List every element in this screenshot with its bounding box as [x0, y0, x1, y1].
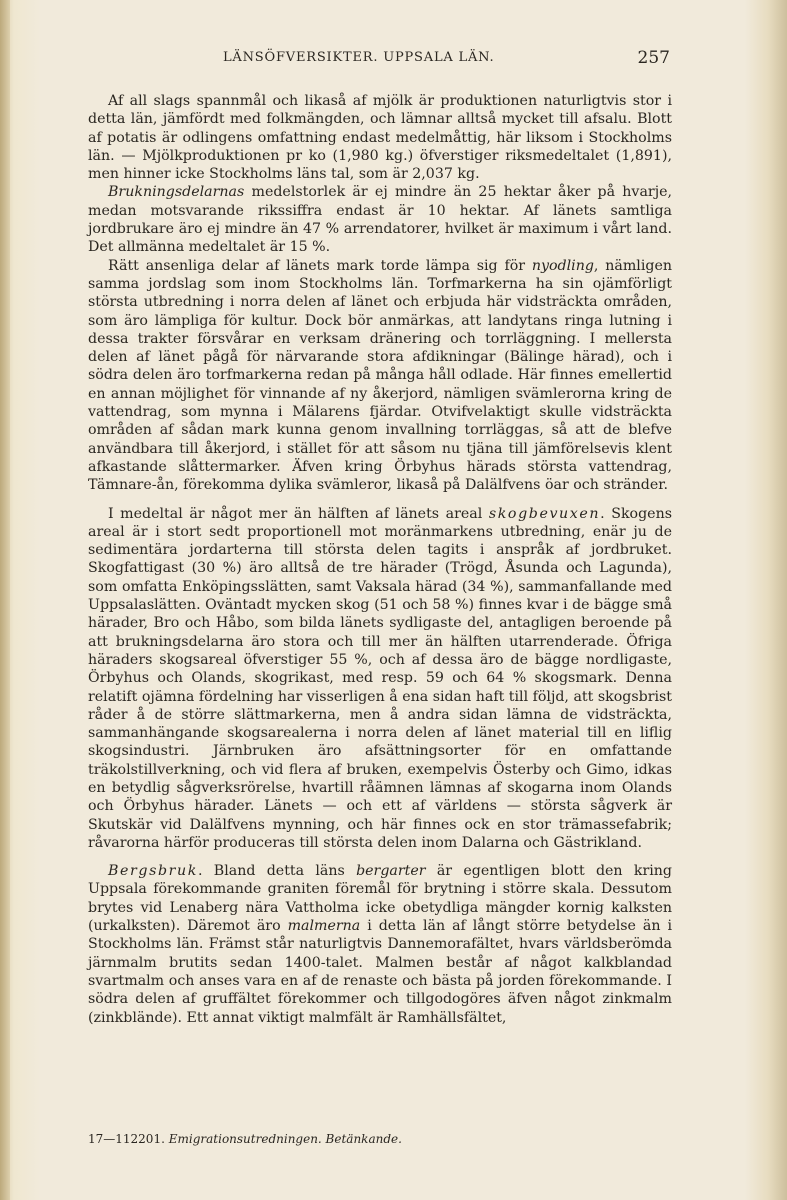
paragraph: [88, 257, 672, 495]
paragraph-text: , nämligen samma jordslag som inom Stockholms län. Torfmarkerna ha sin ojämförligt största utbredning i norra delen af länet och erbjuda här vidsträckta områden, som äro lämpliga för kultur. Dock bör anmärkas, att landytans ringa lutning i dessa trakter försvårar en verksam dränering och torrläggning. I mellersta delen af länet pågå för närvarande stora afdikningar (Bälinge härad), och i södra delen äro torfmarkerna redan på många håll odlade. Här finnes emellertid en annan möjlighet för vinnande af ny åkerjord, nämligen svämlerorna kring de vattendrag, som mynna i Mälarens fjärdar. Otvifvelaktigt skulle vidsträckta områden af sådan mark kunna genom invallning torrläggas, så att de blefve användbara till åkerjord, i stället för att såsom nu tjäna till jämförelsevis klent afkastande slåttermarker. Äfven kring Örbyhus härads största vattendrag, Tämnare-ån, förekomma dylika svämleror, likaså på Dalälfvens öar och stränder.: [88, 257, 672, 494]
paragraph-text: är egentligen blott den kring Uppsala förekommande graniten föremål för brytning i större skala. Dessutom brytes vid Lenaberg nära Vattholma icke obetydliga mängder kornig kalksten (urkalksten). Däremot äro: [88, 863, 672, 935]
body-text: [88, 92, 672, 1027]
emphasized-term: skogbevuxen: [488, 505, 601, 522]
paragraph-text: Rätt ansenliga delar af länets mark torde lämpa sig för: [108, 257, 532, 274]
emphasized-term: nyodling: [531, 257, 594, 274]
page-binding-edge: [0, 0, 10, 1200]
paragraph-text: . Bland detta läns: [197, 863, 357, 880]
print-signature: 17—112201.: [88, 1132, 165, 1146]
paragraph-text: Af all slags spannmål och likaså af mjölk är produktionen naturligtvis stor i detta län, jämfördt med folkmängden, och lämnar alltså mycket till afsalu. Blott af potatis är odlingens omfattning endast medelmåttig, här liksom i Stockholms län. — Mjölkproduktionen pr ko (1,980 kg.) öfverstiger riksmedeltalet (1,891), men hinner icke Stockholms läns tal, som är 2,037 kg.: [88, 93, 672, 183]
paragraph: [88, 862, 672, 1027]
page-header: [88, 48, 670, 72]
paragraph: [88, 183, 672, 256]
paragraph-text: medelstorlek är ej mindre än 25 hektar åker på hvarje, medan motsvarande rikssiffra endast är 10 hektar. Af länets samtliga jordbrukare äro ej mindre än 47 % arrendatorer, hvilket är maximum i vårt land. Det allmänna medeltalet är 15 %.: [88, 184, 672, 256]
emphasized-term: Bergsbruk: [108, 863, 198, 880]
publication-title: Emigrationsutredningen. Betänkande.: [168, 1132, 402, 1146]
emphasized-term: Brukningsdelarnas: [108, 184, 245, 201]
paragraph-text: . Skogens areal är i stort sedt proportionell mot moränmarkens utbredning, enär ju de sedimentära jordarterna till största delen tagits i anspråk af jordbruket. Skogfattigast (30 %) äro alltså de tre härader (Trögd, Åsunda och Lagunda), som omfatta Enköpingsslätten, samt Vaksala härad (34 %), sammanfallande med Uppsalaslätten. Oväntadt mycken skog (51 och 58 %) finnes kvar i de bägge små härader, Bro och Håbo, som bilda länets sydligaste del, antagligen beroende på att brukningsdelarna äro stora och till mer än hälften utarrenderade. Öfriga häraders skogsareal öfverstiger 55 %, och af dessa äro de bägge nordligaste, Örbyhus och Olands, skogrikast, med resp. 59 och 64 % skogsmark. Denna relatift ojämna fördelning har visserligen å ena sidan haft till följd, att skogsbrist råder å de större slättmarkerna, men å andra sidan lämna de vidsträckta, sammanhängande skogsarealerna i norra delen af länet material till en liflig skogsindustri. Järnbruken äro afsättningsorter för en omfattande träkolstillverkning, och vid flera af bruken, exempelvis Österby och Gimo, idkas en betydlig sågverksrörelse, hvartill råämnen lämnas af skogarna inom Olands och Örbyhus härader. Länets — och ett af världens — största sågverk är Skutskär vid Dalälfvens mynning, och här finnes ock en stor trämassefabrik; råvarorna härför produceras till största delen inom Dalarna och Gästrikland.: [88, 505, 672, 851]
emphasized-term: malmerna: [287, 918, 361, 935]
emphasized-term: bergarter: [356, 863, 426, 880]
paragraph-text: i detta län af långt större betydelse än i Stockholms län. Främst står naturligtvis Dannemorafältet, hvars världsberömda järnmalm brutits sedan 1400-talet. Malmen består af något kalkblandad svartmalm och anses vara en af de renaste och bästa på jorden förekommande. I södra delen af gruffältet förekommer och tillgodogöres äfven något zinkmalm (zinkblände). Ett annat viktigt malmfält är Ramhällsfältet,: [88, 918, 672, 1026]
page-footer: [88, 1132, 672, 1146]
paragraph-text: I medeltal är något mer än hälften af länets areal: [108, 505, 489, 522]
page-number: 257: [637, 48, 670, 68]
paragraph: [88, 92, 672, 183]
paragraph: [88, 505, 672, 853]
running-head: LÄNSÖFVERSIKTER. UPPSALA LÄN.: [223, 50, 495, 65]
